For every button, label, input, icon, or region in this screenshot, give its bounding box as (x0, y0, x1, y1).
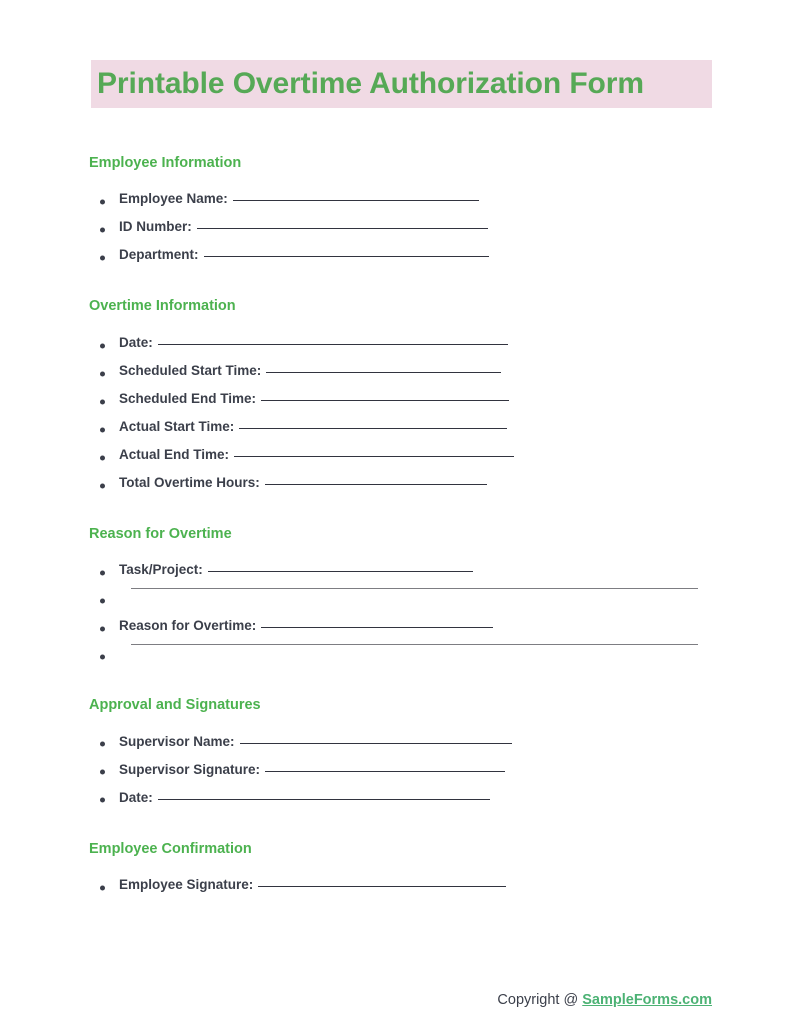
field-label: Total Overtime Hours: (119, 474, 260, 490)
bullet-icon (100, 571, 105, 576)
form-field-row (89, 591, 714, 619)
bullet-icon (100, 885, 105, 890)
spacer (89, 172, 714, 192)
field-input-line[interactable] (265, 484, 487, 485)
bullet-icon (100, 455, 105, 460)
form-section (89, 841, 714, 906)
field-label: Supervisor Name: (119, 733, 235, 749)
field-list (89, 336, 714, 504)
field-label: Task/Project: (119, 562, 203, 578)
bullet-icon (100, 200, 105, 205)
document-title-band (91, 60, 712, 108)
field-list (89, 735, 714, 819)
field-label: Date: (119, 334, 153, 350)
spacer (89, 675, 714, 697)
field-input-line[interactable] (204, 256, 489, 257)
bullet-icon (100, 256, 105, 261)
field-input-line[interactable] (197, 228, 488, 229)
field-input-line[interactable] (239, 428, 507, 429)
field-input-line[interactable] (158, 344, 508, 345)
bullet-icon (100, 483, 105, 488)
form-field-row (89, 619, 714, 647)
section-heading: Employee Information (89, 155, 242, 171)
field-label: Department: (119, 247, 199, 263)
form-field-row (89, 192, 714, 220)
bullet-icon (100, 627, 105, 632)
sampleforms-link[interactable]: SampleForms.com (582, 992, 712, 1008)
field-input-line[interactable] (208, 571, 473, 572)
section-heading: Overtime Information (89, 298, 236, 315)
form-section (89, 526, 714, 675)
section-heading: Employee Confirmation (89, 840, 252, 857)
field-input-line[interactable] (131, 588, 698, 589)
bullet-icon (100, 343, 105, 348)
spacer (89, 276, 714, 298)
form-field-row (89, 420, 714, 448)
footer-copyright (497, 993, 712, 1008)
field-input-line[interactable] (266, 372, 501, 373)
field-input-line[interactable] (261, 400, 509, 401)
field-input-line[interactable] (131, 644, 698, 645)
field-label: ID Number: (119, 219, 192, 235)
form-field-row (89, 448, 714, 476)
bullet-icon (100, 770, 105, 775)
bullet-icon (100, 742, 105, 747)
section-heading: Reason for Overtime (89, 525, 232, 542)
form-field-row (89, 791, 714, 819)
bullet-icon (100, 599, 105, 604)
field-list (89, 878, 714, 906)
bullet-icon (100, 228, 105, 233)
field-label: Actual End Time: (119, 446, 230, 462)
section-heading: Approval and Signatures (89, 697, 261, 714)
spacer (89, 316, 714, 336)
spacer (89, 715, 714, 735)
form-section (89, 697, 714, 818)
form-section (89, 155, 714, 276)
field-label: Supervisor Signature: (119, 761, 261, 777)
field-label: Date: (119, 789, 153, 805)
field-label: Reason for Overtime: (119, 618, 257, 634)
bullet-icon (100, 427, 105, 432)
copyright-text: Copyright @ (497, 992, 583, 1008)
form-field-row (89, 735, 714, 763)
field-input-line[interactable] (265, 771, 505, 772)
field-input-line[interactable] (240, 743, 512, 744)
form-field-row (89, 563, 714, 591)
bullet-icon (100, 399, 105, 404)
form-field-row (89, 878, 714, 906)
field-input-line[interactable] (158, 799, 490, 800)
form-field-row (89, 220, 714, 248)
spacer (89, 543, 714, 563)
bullet-icon (100, 655, 105, 660)
field-input-line[interactable] (261, 627, 493, 628)
form-field-row (89, 336, 714, 364)
form-field-row (89, 647, 714, 675)
form-field-row (89, 364, 714, 392)
form-field-row (89, 763, 714, 791)
field-label: Actual Start Time: (119, 418, 235, 434)
form-field-row (89, 476, 714, 504)
form-section (89, 298, 714, 503)
field-input-line[interactable] (258, 886, 506, 887)
field-input-line[interactable] (233, 200, 479, 201)
bullet-icon (100, 798, 105, 803)
spacer (89, 858, 714, 878)
form-field-row (89, 392, 714, 420)
field-input-line[interactable] (234, 456, 514, 457)
field-label: Employee Name: (119, 191, 228, 207)
field-list (89, 192, 714, 276)
field-list (89, 563, 714, 675)
form-body (89, 155, 714, 906)
form-field-row (89, 248, 714, 276)
field-label: Scheduled Start Time: (119, 362, 262, 378)
spacer (89, 504, 714, 526)
page-title: Printable Overtime Authorization Form (97, 67, 644, 100)
field-label: Employee Signature: (119, 876, 254, 892)
field-label: Scheduled End Time: (119, 390, 257, 406)
spacer (89, 819, 714, 841)
bullet-icon (100, 371, 105, 376)
